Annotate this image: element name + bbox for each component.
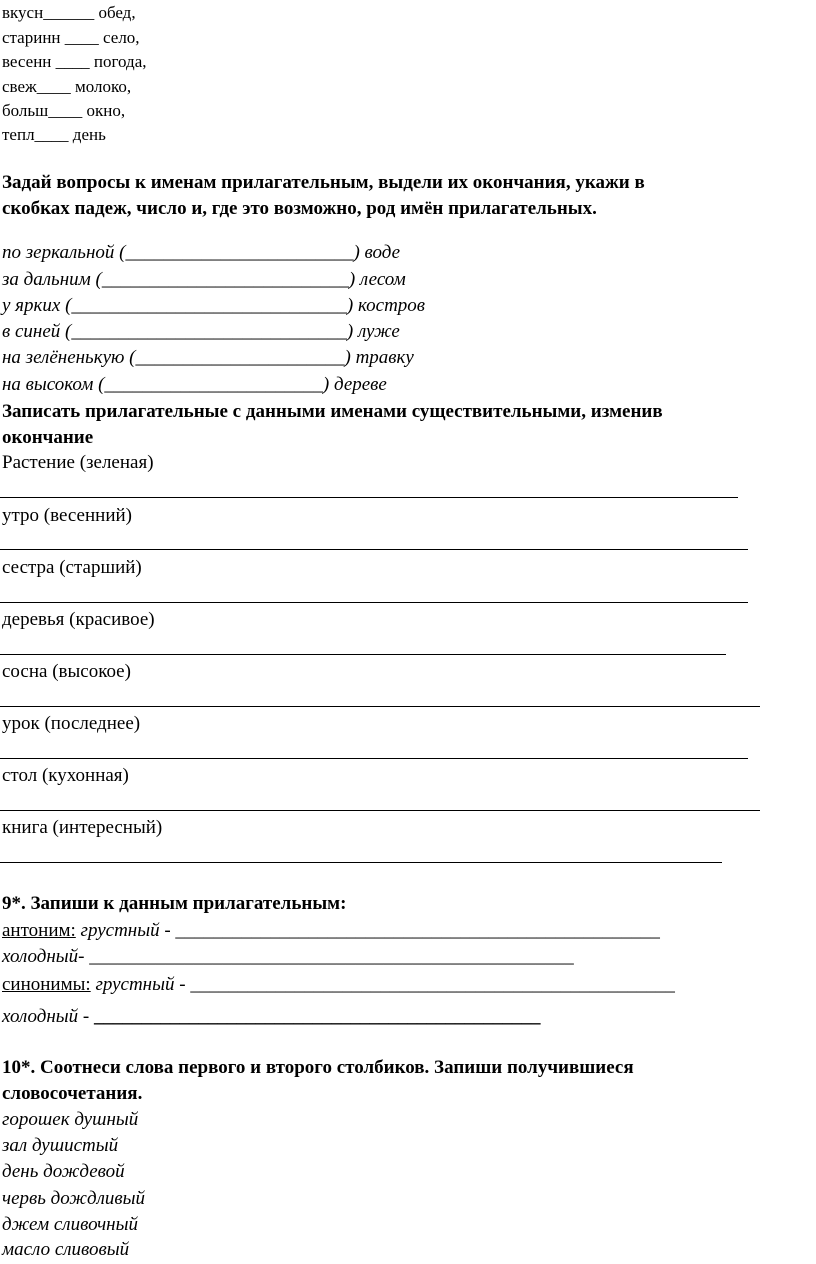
fill-in-line: весенн ____ погода, [2, 52, 147, 71]
task10-title: 10*. Соотнеси слова первого и второго столбиков. Запиши получившиеся [2, 1057, 634, 1078]
question-item: на высоком (_______________________) дереве [2, 374, 387, 395]
write-item: деревья (красивое) [2, 609, 155, 630]
task9-title: 9*. Запиши к данным прилагательным: [2, 893, 347, 914]
fill-in-line: вкусн______ обед, [2, 3, 136, 22]
antonym-row [2, 921, 660, 940]
question-item: по зеркальной (________________________) воде [2, 242, 401, 263]
write-item: Растение (зеленая) [2, 452, 154, 473]
antonym-word: грустный [75, 920, 160, 941]
task10-title: словосочетания. [2, 1083, 143, 1104]
write-item: стол (кухонная) [2, 765, 129, 786]
cold-blank: _______________________________________________ [94, 1006, 541, 1027]
pair-item: джем сливочный [2, 1214, 138, 1235]
pair-item: масло сливовый [2, 1239, 130, 1260]
write-task-title: окончание [2, 427, 94, 448]
cold-word: холодный [2, 1006, 79, 1027]
cold-dash: - [78, 1006, 94, 1027]
write-task-title: Записать прилагательные с данными именами существительными, изменив [2, 401, 663, 422]
fill-in-line: старинн ____ село, [2, 28, 140, 47]
fill-in-line: больш____ окно, [2, 101, 126, 120]
answer-rule [0, 602, 748, 603]
answer-rule [0, 862, 722, 863]
fill-in-line: тепл____ день [2, 125, 106, 144]
synonym-blank: ___________________________________________________ [190, 974, 675, 995]
cold-row-2 [2, 1007, 541, 1026]
cold-word: холодный [2, 946, 79, 967]
answer-rule [0, 758, 748, 759]
answer-rule [0, 654, 726, 655]
questions-task-title: Задай вопросы к именам прилагательным, выдели их окончания, укажи в [2, 172, 645, 193]
question-item: на зелёненькую (______________________) травку [2, 347, 414, 368]
pair-item: червь дождливый [2, 1188, 145, 1209]
write-item: утро (весенний) [2, 505, 132, 526]
pair-item: зал душистый [2, 1135, 119, 1156]
write-item: сестра (старший) [2, 557, 142, 578]
synonym-dash: - [174, 974, 191, 995]
pair-item: горошек душный [2, 1109, 139, 1130]
pair-item: день дождевой [2, 1161, 125, 1182]
synonym-word: грустный [90, 974, 175, 995]
write-item: книга (интересный) [2, 817, 163, 838]
fill-in-line: свеж____ молоко, [2, 77, 132, 96]
questions-task-title: скобках падеж, число и, где это возможно, род имён прилагательных. [2, 198, 597, 219]
question-item: за дальним (__________________________) лесом [2, 269, 406, 290]
question-item: у ярких (_____________________________) костров [2, 295, 426, 316]
write-item: урок (последнее) [2, 713, 141, 734]
question-item: в синей (_____________________________) луже [2, 321, 400, 342]
antonym-dash: - [159, 920, 176, 941]
answer-rule [0, 810, 760, 811]
cold-row-1 [2, 947, 574, 966]
cold-dash: - [78, 946, 90, 967]
antonym-label: антоним: [2, 920, 76, 941]
antonym-blank: ___________________________________________________ [175, 920, 660, 941]
write-item: сосна (высокое) [2, 661, 131, 682]
cold-blank: ___________________________________________________ [89, 946, 574, 967]
synonym-row [2, 975, 675, 994]
answer-rule [0, 549, 748, 550]
answer-rule [0, 706, 760, 707]
answer-rule [0, 497, 738, 498]
synonym-label: синонимы: [2, 974, 91, 995]
